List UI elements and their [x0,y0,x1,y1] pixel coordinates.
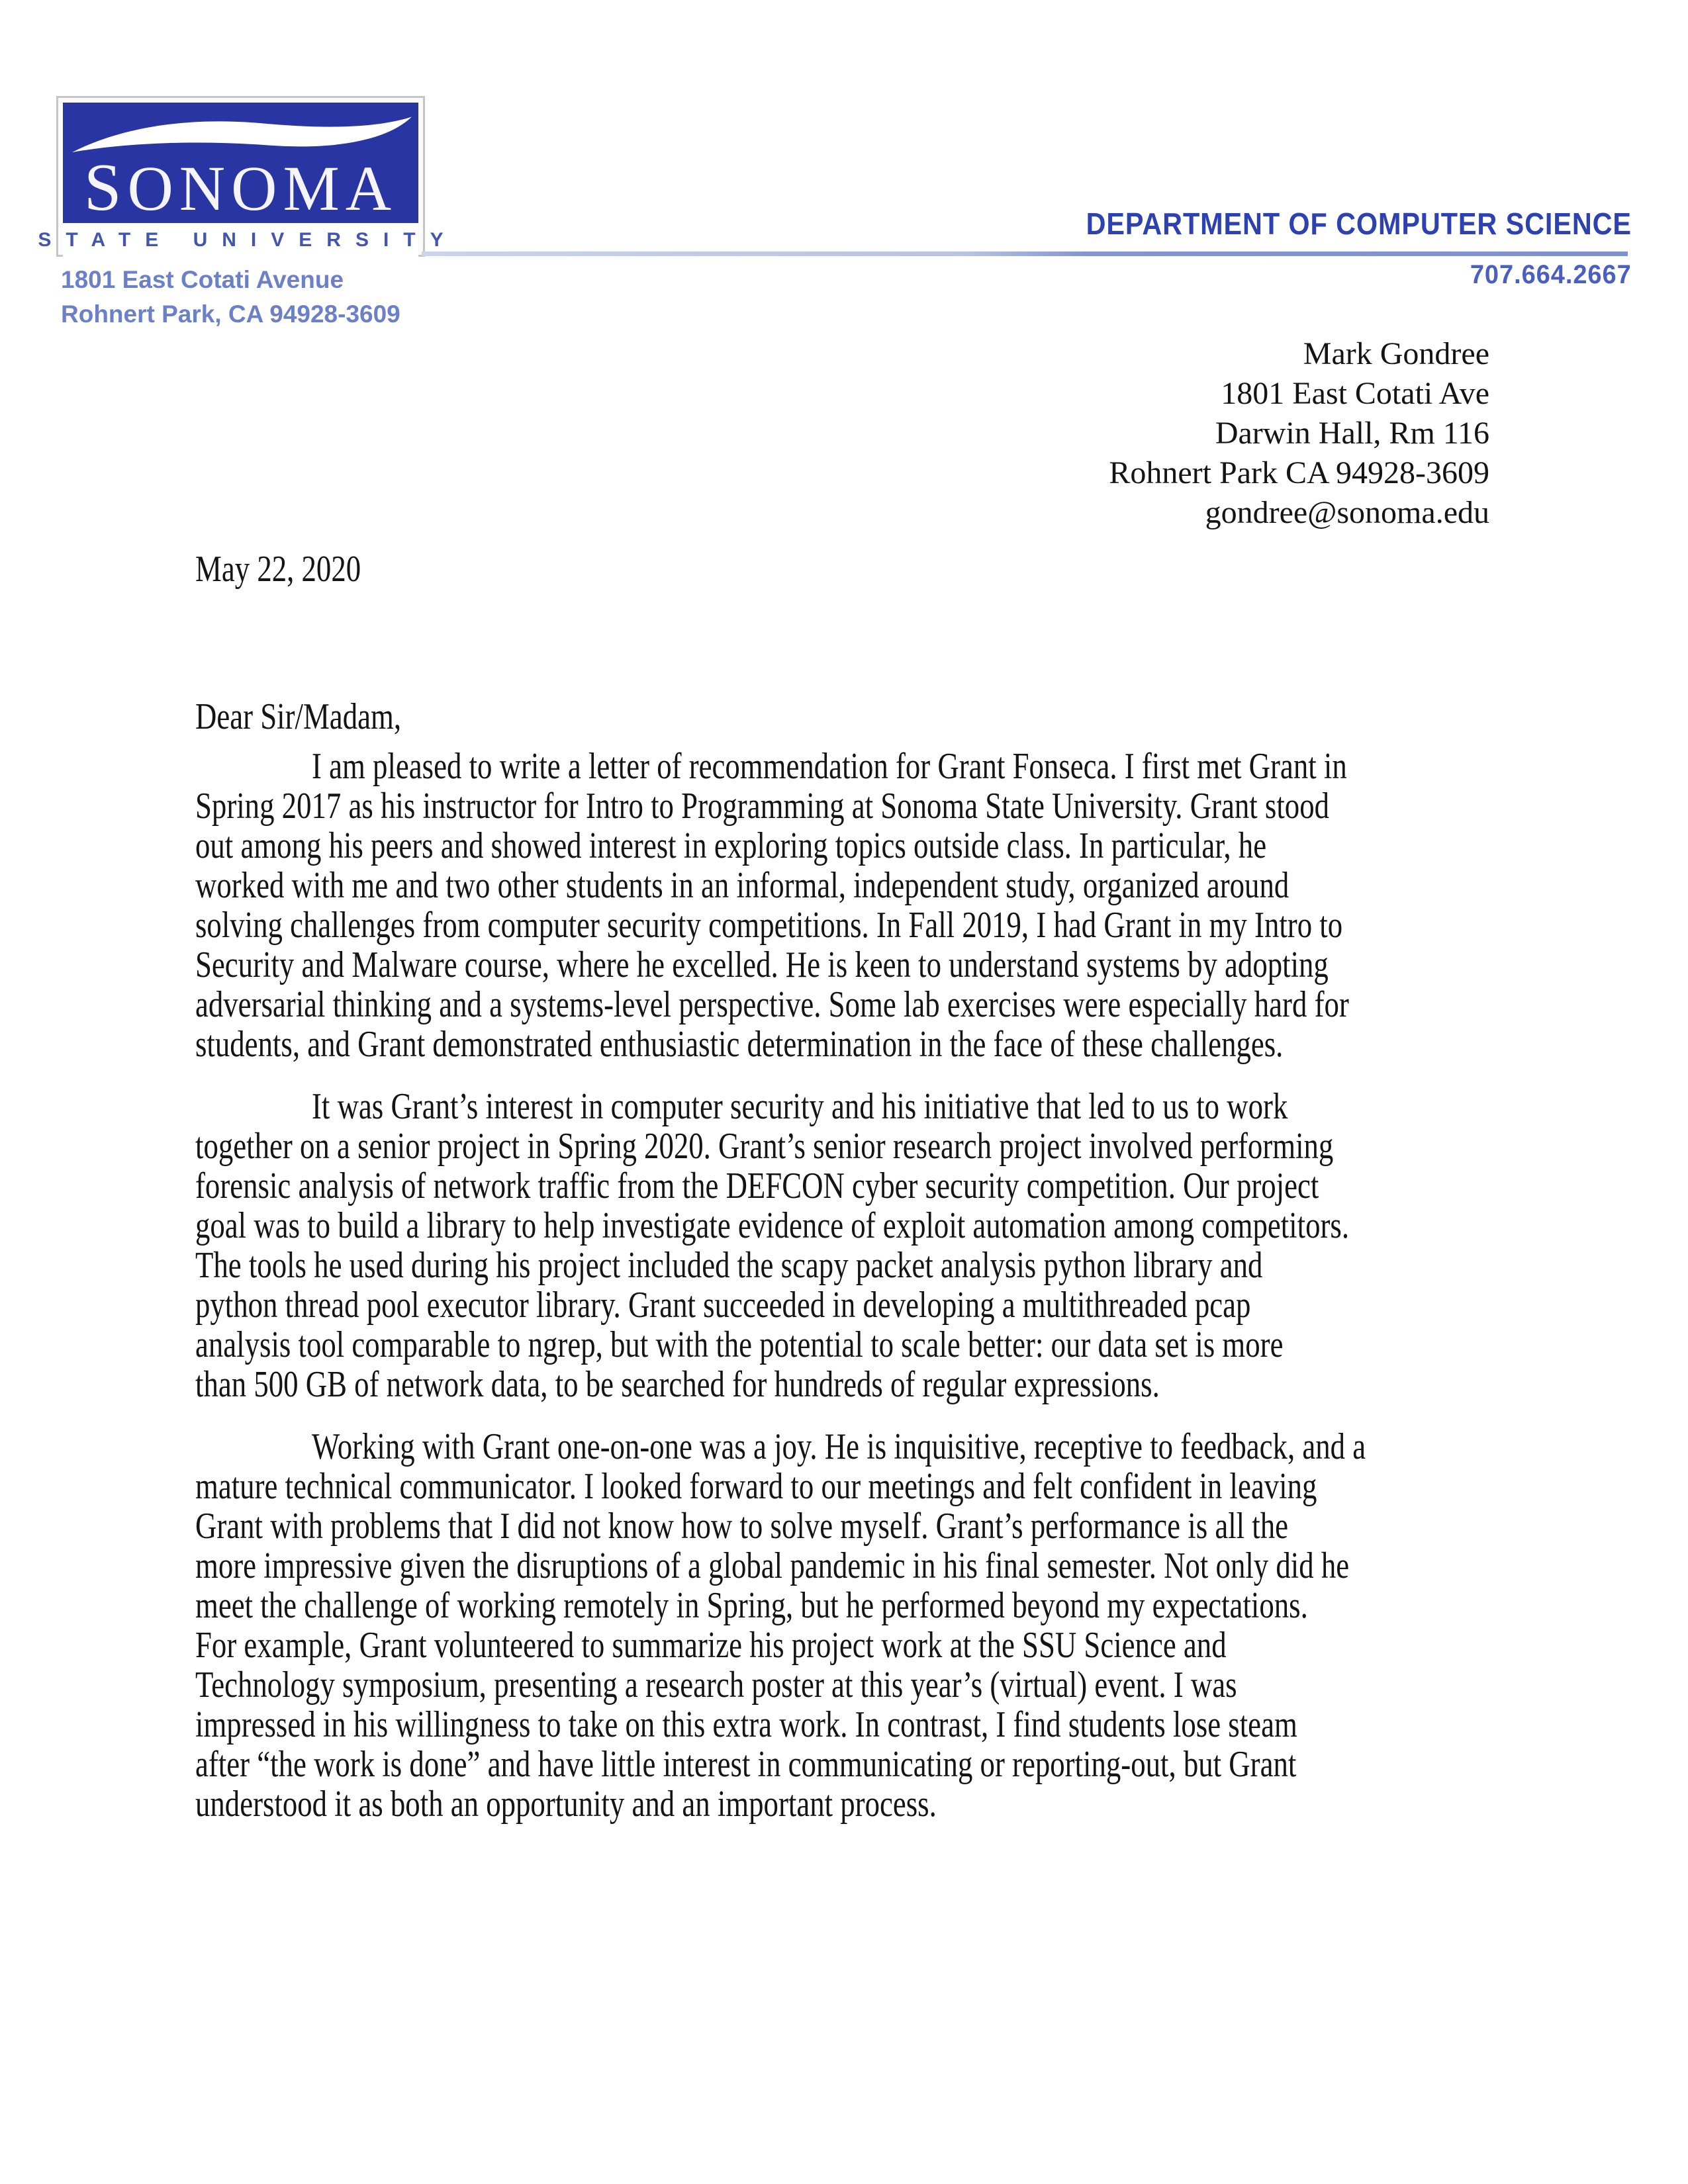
text-line: 1801 East Cotati Ave [1221,376,1489,411]
campus-address [61,263,400,332]
text-line: The tools he used during his project included the scapy packet analysis python library and [195,1245,1263,1286]
text-line: It was Grant’s interest in computer security and his initiative that led to us to work [312,1086,1288,1127]
text-line: For example, Grant volunteered to summarize his project work at the SSU Science and [195,1625,1227,1666]
logo-wordmark: SONOMA [83,150,398,223]
text-line: goal was to build a library to help investigate evidence of exploit automation among competitors. [195,1205,1350,1246]
logo-band: STATE UNIVERSITY [63,223,418,257]
letter-body [195,549,1498,1824]
text-line: mature technical communicator. I looked forward to our meetings and felt confident in leaving [195,1466,1317,1507]
ssu-logo-blue-box [63,103,418,223]
text-line: Grant with problems that I did not know how to solve myself. Grant’s performance is all the [195,1506,1289,1547]
paragraph-1 [195,747,1498,1064]
text-line: Security and Malware course, where he excelled. He is keen to understand systems by adopting [195,944,1329,985]
text-line: more impressive given the disruptions of a global pandemic in his final semester. Not only did he [195,1545,1350,1586]
letter-date: May 22, 2020 [195,549,361,590]
sender-address-block [0,334,1489,533]
text-line: understood it as both an opportunity and an important process. [195,1784,937,1825]
text-line: students, and Grant demonstrated enthusiastic determination in the face of these challenges. [195,1024,1284,1065]
text-line: analysis tool comparable to ngrep, but with the potential to scale better: our data set is more [195,1324,1284,1365]
text-line: together on a senior project in Spring 2020. Grant’s senior research project involved performing [195,1126,1334,1167]
department-phone: 707.664.2667 [1470,260,1632,289]
text-line: forensic analysis of network traffic from the DEFCON cyber security competition. Our project [195,1165,1319,1206]
text-line: out among his peers and showed interest in exploring topics outside class. In particular, he [195,825,1267,866]
campus-address-line2: Rohnert Park, CA 94928-3609 [61,300,400,328]
text-line: python thread pool executor library. Grant succeeded in developing a multithreaded pcap [195,1285,1251,1326]
text-line: adversarial thinking and a systems-level perspective. Some lab exercises were especially hard for [195,984,1349,1025]
text-line: Spring 2017 as his instructor for Intro to Programming at Sonoma State University. Grant stood [195,786,1329,827]
ssu-logo [38,96,458,257]
paragraph-2 [195,1087,1498,1404]
text-line: gondree@sonoma.edu [1205,495,1489,530]
paragraph-3 [195,1427,1498,1824]
text-line: I am pleased to write a letter of recommendation for Grant Fonseca. I first met Grant in [312,746,1347,787]
text-line: solving challenges from computer security competitions. In Fall 2019, I had Grant in my Intro to [195,905,1343,946]
text-line: Working with Grant one-on-one was a joy. He is inquisitive, receptive to feedback, and a [312,1426,1366,1467]
text-line: impressed in his willingness to take on this extra work. In contrast, I find students lose steam [195,1704,1297,1745]
department-title: DEPARTMENT OF COMPUTER SCIENCE [1086,206,1632,241]
text-line: than 500 GB of network data, to be searched for hundreds of regular expressions. [195,1364,1160,1405]
text-line: worked with me and two other students in an informal, independent study, organized around [195,865,1289,906]
text-line: Rohnert Park CA 94928-3609 [1109,455,1489,490]
text-line: Mark Gondree [1303,336,1489,371]
text-line: Darwin Hall, Rm 116 [1215,416,1489,451]
text-line: meet the challenge of working remotely in Spring, but he performed beyond my expectations. [195,1585,1308,1626]
campus-address-line1: 1801 East Cotati Avenue [61,266,344,293]
letterhead-rule [422,251,1628,256]
salutation: Dear Sir/Madam, [195,696,402,737]
text-line: Technology symposium, presenting a research poster at this year’s (virtual) event. I was [195,1664,1237,1706]
text-line: after “the work is done” and have little interest in communicating or reporting-out, but Grant [195,1744,1297,1785]
